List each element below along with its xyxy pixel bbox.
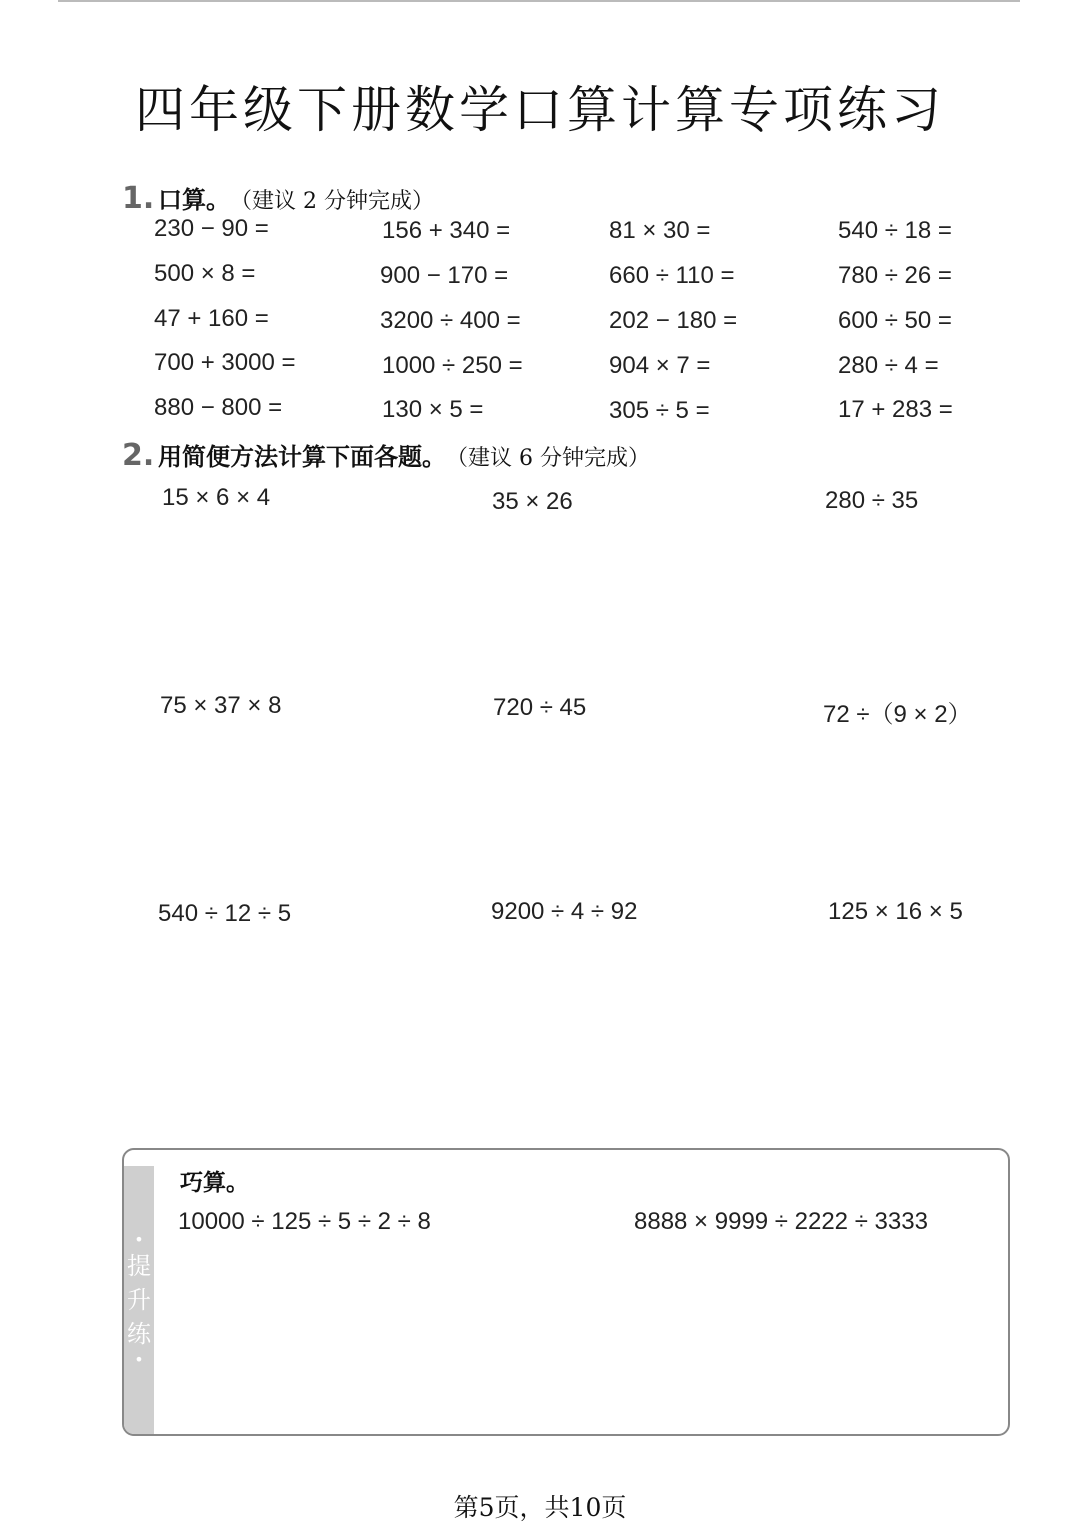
oral-problem: 305 ÷ 5 = bbox=[609, 397, 710, 424]
simplify-problem: 35 × 26 bbox=[492, 488, 573, 515]
section1-number: 1. bbox=[122, 181, 155, 216]
simplify-problem: 280 ÷ 35 bbox=[825, 487, 919, 514]
simplify-problem: 15 × 6 × 4 bbox=[162, 484, 271, 511]
section1-title: 口算。 bbox=[158, 186, 230, 214]
oral-problem: 130 × 5 = bbox=[382, 396, 484, 423]
section2-note: （建议 6 分钟完成） bbox=[446, 446, 650, 471]
challenge-title: 巧算。 bbox=[180, 1170, 249, 1196]
oral-problem: 17 + 283 = bbox=[838, 396, 953, 423]
page-footer: 第5页，共10页 bbox=[453, 1493, 627, 1522]
section2-heading bbox=[122, 437, 650, 473]
oral-problem: 500 × 8 = bbox=[154, 260, 256, 287]
challenge-problem: 8888 × 9999 ÷ 2222 ÷ 3333 bbox=[634, 1208, 928, 1235]
simplify-problem: 720 ÷ 45 bbox=[493, 694, 587, 721]
simplify-problem: 75 × 37 × 8 bbox=[160, 692, 282, 719]
dot-icon: • bbox=[134, 1230, 144, 1249]
side-label-char: 练 bbox=[127, 1320, 151, 1348]
oral-problem: 156 + 340 = bbox=[382, 217, 511, 244]
page-title: 四年级下册数学口算计算专项练习 bbox=[135, 81, 945, 139]
section1-note: （建议 2 分钟完成） bbox=[230, 189, 434, 214]
oral-problem: 660 ÷ 110 = bbox=[609, 262, 735, 289]
simplify-problem: 9200 ÷ 4 ÷ 92 bbox=[491, 898, 638, 925]
simplify-problem: 125 × 16 × 5 bbox=[828, 898, 963, 925]
simplify-problem: 540 ÷ 12 ÷ 5 bbox=[158, 900, 292, 927]
oral-problem: 3200 ÷ 400 = bbox=[380, 307, 521, 334]
challenge-side-strip bbox=[124, 1166, 154, 1434]
oral-problem: 81 × 30 = bbox=[609, 217, 711, 244]
oral-problem: 202 − 180 = bbox=[609, 307, 738, 334]
oral-problem: 47 + 160 = bbox=[154, 305, 269, 332]
top-rule bbox=[58, 0, 1020, 2]
challenge-box bbox=[122, 1148, 1010, 1436]
oral-problem: 230 − 90 = bbox=[154, 215, 269, 242]
oral-problem: 900 − 170 = bbox=[380, 262, 509, 289]
oral-problem: 904 × 7 = bbox=[609, 352, 711, 379]
oral-problem: 880 − 800 = bbox=[154, 394, 283, 421]
section1-heading bbox=[122, 180, 434, 216]
oral-problem: 540 ÷ 18 = bbox=[838, 217, 952, 244]
simplify-problem: 72 ÷（9 × 2） bbox=[823, 701, 972, 728]
side-label-char: 升 bbox=[127, 1286, 151, 1314]
section2-title: 用简便方法计算下面各题。 bbox=[158, 443, 446, 471]
oral-problem: 780 ÷ 26 = bbox=[838, 262, 952, 289]
oral-problem: 1000 ÷ 250 = bbox=[382, 352, 523, 379]
oral-problem: 600 ÷ 50 = bbox=[838, 307, 952, 334]
oral-problem: 280 ÷ 4 = bbox=[838, 352, 939, 379]
oral-problem: 700 + 3000 = bbox=[154, 349, 296, 376]
dot-icon: • bbox=[134, 1350, 144, 1369]
challenge-problem: 10000 ÷ 125 ÷ 5 ÷ 2 ÷ 8 bbox=[178, 1208, 431, 1235]
section2-number: 2. bbox=[122, 438, 155, 473]
side-label-char: 提 bbox=[127, 1252, 151, 1280]
